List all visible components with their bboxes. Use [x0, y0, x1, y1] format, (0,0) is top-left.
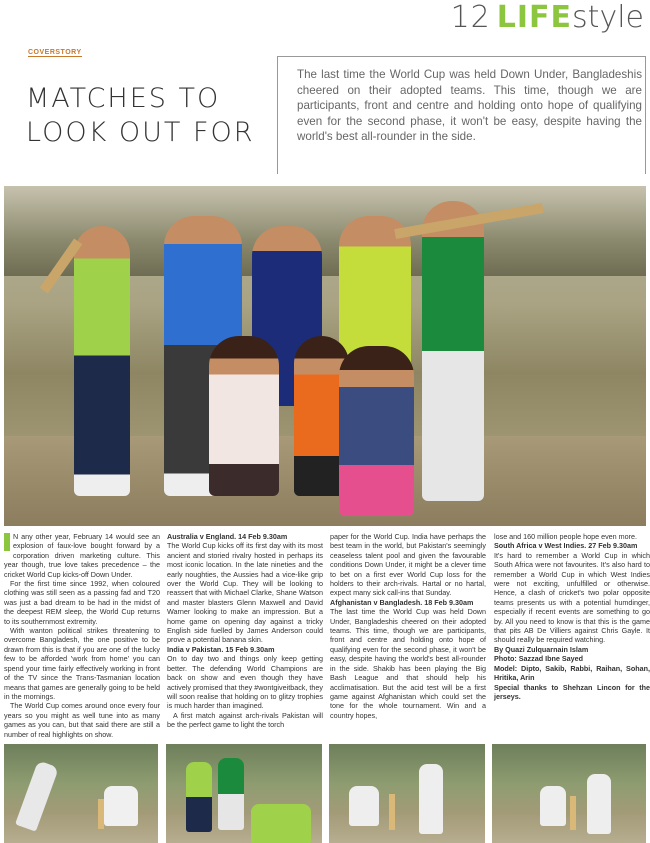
drop-cap-marker: [4, 533, 10, 551]
stumps: [570, 796, 576, 830]
cover-photo: [4, 186, 646, 526]
body-paragraph: With wanton political strikes threatening to overcome Bangladesh, the one positive to be drawn from this is that if you are one of the lucky few to be afforded 'work from home' you can spend your time fairly effectively working in front of the TV since the Trans-Tasmanian location means that games are generally going to be held in the mornings.: [4, 626, 160, 701]
body-column-4: [494, 532, 650, 701]
page-folio: [451, 0, 644, 36]
player-figure: [74, 226, 130, 496]
article-headline: [26, 82, 276, 150]
player-figure: [186, 762, 212, 832]
batsman-figure: [15, 760, 59, 831]
body-paragraph: lose and 160 million people hope even more.: [494, 532, 638, 541]
player-figure: [218, 758, 244, 830]
player-figure: [251, 804, 311, 843]
stumps: [389, 794, 395, 830]
model-figure: [339, 346, 414, 516]
cricket-action-photo-4: [492, 744, 646, 843]
body-paragraph: The World Cup comes around once every four years so you might as well tune into as many games as you can, but that said there are still a number of real highlights on show.: [4, 701, 160, 739]
model-figure: [209, 336, 279, 496]
match-heading: Australia v England. 14 Feb 9.30am: [167, 532, 288, 541]
match-heading: India v Pakistan. 15 Feb 9.30am: [167, 644, 275, 654]
body-paragraph: On to day two and things only keep getting better. The defending World Champions are back on show and even though they have actively promised that they #wontgiveitback, they will soon realise that holding on to glitzy trophies is much harder than imagined.: [167, 654, 323, 711]
body-paragraph: The last time the World Cup was held Down Under, Bangladeshis cheered on their adopted teams. This time, though we are participants, front and centre and holding onto hope of qualifying even for the second phase, it won't be easy, despite having the world's best all-rounder in the side. Shakib has been playing the Big Bash League and that should help his acclimatisation. But the acid test will be a first game against Afghanistan which could set the tone for the whole tournament. Win and a country hopes,: [330, 607, 486, 720]
body-column-2: [167, 532, 323, 730]
headline-line-2: LOOK OUT FOR: [26, 117, 255, 148]
body-column-1: [4, 532, 160, 739]
match-heading: South Africa v West Indies. 27 Feb 9.30am: [494, 541, 638, 551]
cricket-action-photo-3: [329, 744, 485, 843]
body-paragraph: N any other year, February 14 would see an explosion of faux-love bought forward by a corporation driven marketing culture. This year though, true love takes precedence – the cricket World Cup kicks-off Down Under.: [4, 532, 160, 579]
section-name-light: style: [572, 0, 644, 35]
batsman-figure: [419, 764, 443, 834]
cricket-action-photo-2: [166, 744, 322, 843]
batsman-figure: [587, 774, 611, 834]
body-paragraph: The World Cup kicks off its first day with its most ancient and storied rivalry hosted in perhaps its most iconic location. In the late nineties and the early noughties, the Aussies had a vice-like grip over the World Cup. They will be looking to reassert that with Michael Clarke, Shane Watson and master blasters Glenn Maxwell and David Warner looking to make an impression. But a home game on opening day against a tricky English side fuelled by James Anderson could prove a potential banana skin.: [167, 541, 323, 645]
section-kicker: COVERSTORY: [28, 49, 82, 56]
photo-credit: Photo: Sazzad Ibne Sayed: [494, 654, 584, 664]
body-paragraph: It's hard to remember a World Cup in which South Africa were not favourites. It's also hard to remember a World Cup in which West Indies were not exciting, unfulfilled or otherwise. Hence, a clash of cricket's two polar opposite teams presents us with a potential humdinger, especially if recent events are something to go by. All you need to know is that this is the game that pits AB De Villiers against Chris Gayle. It should really be required watching.: [494, 550, 650, 645]
stumps: [98, 799, 104, 829]
body-paragraph: A first match against arch-rivals Pakistan will be the perfect game to light the torch: [167, 710, 323, 730]
wicketkeeper-figure: [349, 786, 379, 826]
match-heading: Afghanistan v Bangladesh. 18 Feb 9.30am: [330, 597, 474, 607]
cricket-action-photo-1: [4, 744, 158, 843]
page-number: 12: [450, 0, 491, 35]
body-paragraph: paper for the World Cup. India have perhaps the best team in the world, but Pakistan's seemingly ceaseless talent pool and given the favourable conditions Down Under, it might be a clever time to bet on a first ever World Cup loss for the holders to their arch-rivals. Hartal or no hartal, expect many sick call-ins that Sunday.: [330, 532, 486, 598]
section-name-bold: LIFE: [496, 0, 573, 35]
body-column-3: [330, 532, 486, 720]
model-credit: Model: Dipto, Sakib, Rabbi, Raihan, Sohan, Hritika, Arin: [494, 663, 650, 683]
article-deck: The last time the World Cup was held Down Under, Bangladeshis cheered on their adopted teams. This time, though we are participants, front and centre and holding onto hope of qualifying even for the second phase, it won't be easy, despite having the world's best all-rounder in the side.: [297, 68, 642, 144]
byline: By Quazi Zulquarnain Islam: [494, 644, 589, 654]
wicketkeeper-figure: [104, 786, 138, 826]
wicketkeeper-figure: [540, 786, 566, 826]
player-figure: [422, 201, 484, 501]
body-paragraph: For the first time since 1992, when coloured clothing was still seen as a passing fad and T20 was just a bad dream to be had in the midst of the deepest REM sleep, the World Cup returns to its southernmost extremity.: [4, 579, 160, 626]
special-thanks: Special thanks to Shehzan Lincon for the jerseys.: [494, 682, 650, 701]
headline-line-1: MATCHES TO: [26, 83, 221, 114]
